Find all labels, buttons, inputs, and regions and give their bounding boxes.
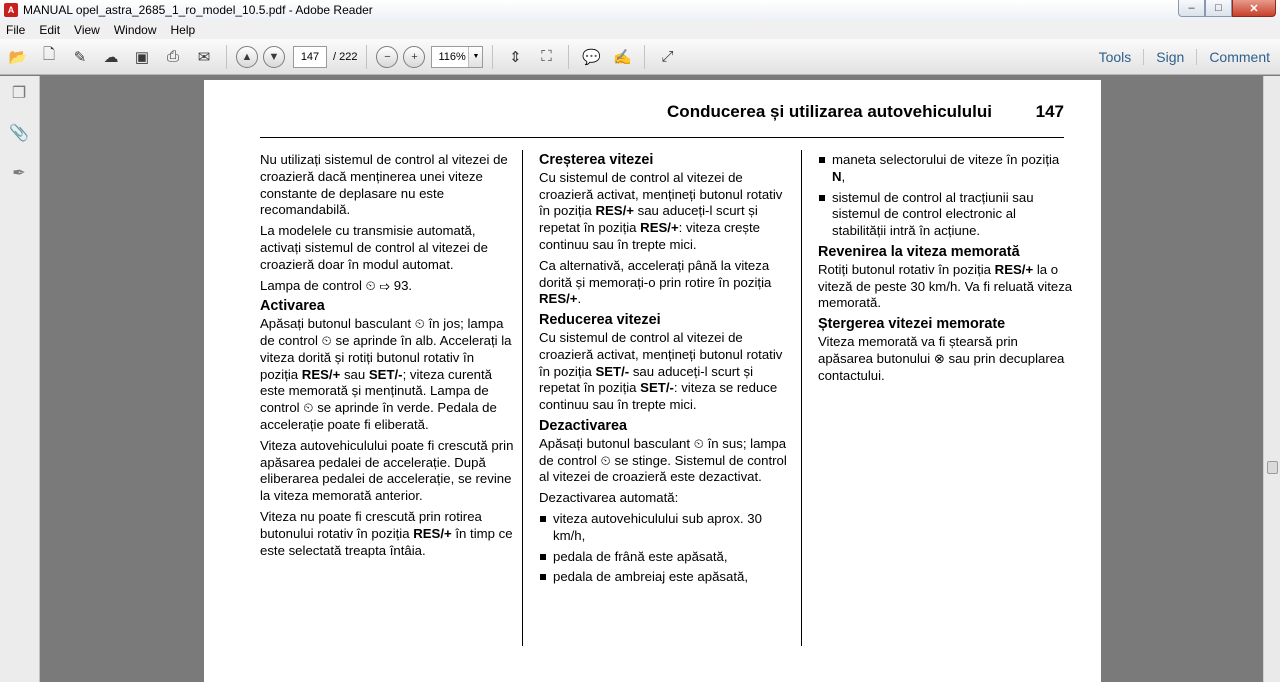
- paragraph: Ca alternativă, accelerați până la viteza dorită și memorați-o prin rotire în poziția RES/+.: [539, 257, 772, 307]
- section-heading: Reducerea vitezei: [539, 312, 661, 329]
- edit-pdf-icon[interactable]: ✎: [73, 48, 87, 66]
- tools-button[interactable]: Tools: [1098, 49, 1132, 65]
- toolbar-divider: [492, 45, 493, 69]
- section-heading: Activarea: [260, 298, 325, 315]
- section-heading: Dezactivarea: [539, 417, 628, 434]
- title-bar: [0, 0, 1280, 20]
- paragraph: Apăsați butonul basculant ⏲ în sus; lampa de control ⏲ se stinge. Sistemul de control al vitezei de croazieră este dezactivat.: [539, 435, 787, 485]
- window-title: MANUAL opel_astra_2685_1_ro_model_10.5.pdf - Adobe Reader: [23, 3, 373, 17]
- close-button[interactable]: ✕: [1232, 0, 1276, 17]
- text-column-2: [539, 152, 794, 590]
- zoom-value: 116%: [438, 50, 466, 63]
- column-divider: [801, 150, 802, 646]
- section-heading: Revenirea la viteza memorată: [818, 243, 1020, 260]
- paragraph: Apăsați butonul basculant ⏲ în jos; lampa de control ⏲ se aprinde în alb. Accelerați la viteza dorită și rotiți butonul rotativ în poziția RES/+ sau SET/-; viteza curentă este memorată și menținută. Lampa de control ⏲ se aprinde în verde. Pedala de accelerație poate fi eliberată.: [260, 316, 512, 432]
- toolbar-divider: [226, 45, 227, 69]
- fit-page-icon[interactable]: ⛶: [541, 48, 552, 65]
- section-heading: Ștergerea vitezei memorate: [818, 316, 1006, 333]
- section-heading: Creșterea vitezei: [539, 152, 654, 168]
- window-controls: [1178, 0, 1276, 17]
- toolbar-divider: [366, 45, 367, 69]
- fullscreen-icon[interactable]: ⤢: [661, 48, 674, 65]
- paragraph: Cu sistemul de control al vitezei de croazieră activat, mențineți butonul rotativ în poziția RES/+ sau aduceți-l scurt și repetat în poziția RES/+: viteza crește continuu sau în trepte mici.: [539, 169, 783, 252]
- zoom-out-button[interactable]: −: [376, 46, 398, 68]
- maximize-button[interactable]: □: [1205, 0, 1232, 17]
- paragraph: Lampa de control ⏲ ⇨ 93.: [260, 277, 413, 293]
- print-icon[interactable]: ⎙: [166, 48, 179, 65]
- list-item: pedala de ambreiaj este apăsată,: [539, 569, 794, 586]
- chevron-down-icon[interactable]: ▼: [468, 47, 482, 67]
- list-item: sistemul de control al tracțiunii sau sistemul de control electronic al stabilității intră în acțiune.: [818, 190, 1073, 240]
- highlight-icon[interactable]: ✍: [613, 48, 632, 66]
- paragraph: La modelele cu transmisie automată, activați sistemul de control al vitezei de croazieră doar în modul automat.: [260, 223, 488, 272]
- next-page-button[interactable]: ▼: [263, 46, 285, 68]
- page-total: / 222: [333, 50, 358, 63]
- menu-help[interactable]: Help: [170, 22, 196, 37]
- page-header: [260, 98, 1064, 138]
- toolbar-divider: [568, 45, 569, 69]
- document-view: [41, 76, 1263, 682]
- upload-cloud-icon[interactable]: ☁: [103, 48, 119, 66]
- previous-page-button[interactable]: ▲: [236, 46, 258, 68]
- paragraph: Cu sistemul de control al vitezei de croazieră activat, mențineți butonul rotativ în poziția SET/- sau aduceți-l scurt și repetat în poziția SET/-: viteza se reduce continuu sau în trepte mici.: [539, 329, 783, 413]
- toolbar: [0, 39, 1280, 75]
- adobe-reader-icon: A: [4, 3, 18, 17]
- sticky-note-icon[interactable]: 💬: [582, 48, 601, 66]
- text-column-3: [818, 152, 1073, 388]
- minimize-button[interactable]: –: [1178, 0, 1205, 17]
- scrollbar-thumb[interactable]: [1267, 461, 1278, 474]
- column-divider: [522, 150, 523, 646]
- list-item: pedala de frână este apăsată,: [539, 549, 794, 566]
- vertical-scrollbar[interactable]: [1263, 76, 1280, 682]
- paragraph: Rotiți butonul rotativ în poziția RES/+ la o viteză de peste 30 km/h. Va fi reluată viteza memorată.: [818, 261, 1073, 311]
- menu-view[interactable]: View: [74, 22, 100, 37]
- list-item: maneta selectorului de viteze în poziția N,: [818, 152, 1073, 186]
- signatures-icon[interactable]: ✒: [12, 165, 26, 182]
- attachments-icon[interactable]: 📎: [9, 125, 29, 142]
- zoom-in-button[interactable]: +: [403, 46, 425, 68]
- list-item: viteza autovehiculului sub aprox. 30 km/h,: [539, 511, 794, 545]
- paragraph: Nu utilizați sistemul de control al vitezei de croazieră dacă menținerea unei viteze constante de deplasare nu este recomandabilă.: [260, 152, 508, 218]
- save-icon[interactable]: ▣: [134, 48, 150, 66]
- sign-button[interactable]: Sign: [1143, 49, 1184, 65]
- comment-button[interactable]: Comment: [1196, 49, 1270, 65]
- toolbar-divider: [644, 45, 645, 69]
- create-pdf-icon[interactable]: 🗋: [42, 46, 56, 63]
- page-thumbnails-icon[interactable]: ❐: [11, 85, 27, 102]
- paragraph: Dezactivarea automată:: [539, 490, 679, 506]
- text-column-1: [260, 152, 515, 563]
- navigation-pane: [0, 76, 40, 682]
- page-header-number: 147: [1035, 102, 1064, 121]
- email-icon[interactable]: ✉: [197, 48, 211, 66]
- menu-edit[interactable]: Edit: [39, 22, 61, 37]
- fit-width-icon[interactable]: ⇕: [509, 48, 522, 66]
- paragraph: Viteza memorată va fi ștearsă prin apăsarea butonului ⊗ sau prin decuplarea contactului.: [818, 333, 1065, 383]
- menu-file[interactable]: File: [6, 22, 26, 37]
- page-header-title: Conducerea și utilizarea autovehiculului: [667, 102, 992, 121]
- open-file-icon[interactable]: 📂: [8, 48, 28, 66]
- page-number-input[interactable]: 147: [293, 46, 327, 68]
- menu-bar: [0, 20, 1280, 39]
- zoom-select[interactable]: [431, 46, 483, 68]
- menu-window[interactable]: Window: [113, 22, 157, 37]
- paragraph: Viteza autovehiculului poate fi crescută prin apăsarea pedalei de accelerație. După eliberarea pedalei de accelerație, se revine la viteza memorată anterior.: [260, 437, 514, 504]
- pdf-page: [204, 80, 1101, 682]
- paragraph: Viteza nu poate fi crescută prin rotirea butonului rotativ în poziția RES/+ în timp ce este selectată treapta întâia.: [260, 508, 513, 558]
- toolbar-panels: [1073, 39, 1270, 75]
